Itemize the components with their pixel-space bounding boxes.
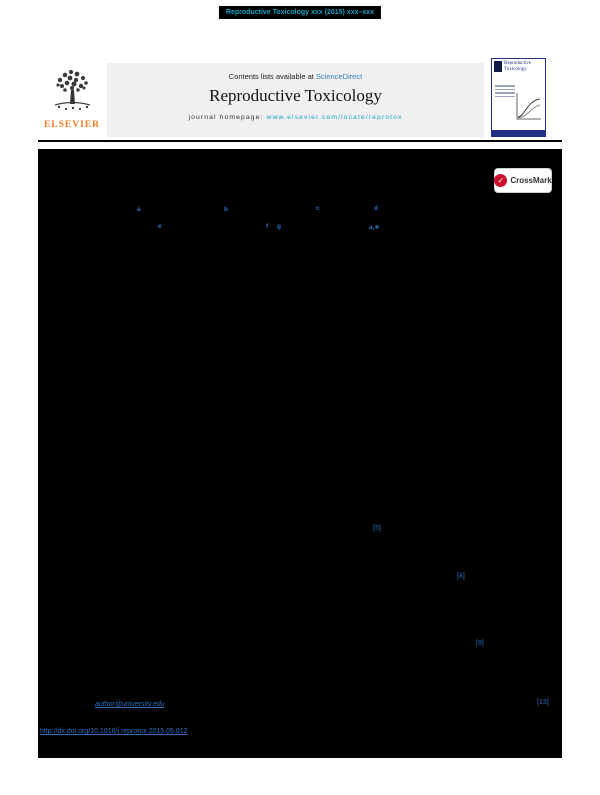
- journal-homepage-line: [107, 114, 484, 121]
- affiliation-superscript[interactable]: f: [266, 223, 269, 230]
- journal-title: Reproductive Toxicology: [209, 86, 382, 105]
- affiliation-superscript[interactable]: g: [277, 223, 281, 230]
- journal-header-box: [107, 63, 484, 137]
- affiliation-superscript[interactable]: b: [224, 206, 228, 213]
- affiliation-superscript[interactable]: d: [374, 205, 378, 212]
- article-text-block: [38, 149, 562, 758]
- contents-line: [107, 72, 484, 81]
- affiliation-superscript[interactable]: a,∗: [369, 224, 380, 231]
- elsevier-wordmark: ELSEVIER: [43, 120, 101, 130]
- affiliation-superscript[interactable]: a: [137, 206, 141, 213]
- header-rule: [38, 140, 562, 142]
- cover-bottom-band: [492, 130, 545, 136]
- contents-line-prefix: Contents lists available at: [228, 72, 316, 81]
- crossmark-label: CrossMark: [510, 176, 552, 185]
- affiliation-superscript[interactable]: e: [158, 223, 162, 230]
- cover-publisher-mark: [494, 61, 502, 72]
- cover-chart: [513, 91, 543, 128]
- journal-homepage-link[interactable]: www.elsevier.com/locate/reprotox: [266, 114, 403, 121]
- journal-cover-thumbnail: [491, 58, 546, 137]
- email-link[interactable]: author@university.edu: [95, 701, 165, 708]
- homepage-prefix: journal homepage:: [188, 114, 267, 121]
- doi-link[interactable]: http://dx.doi.org/10.1016/j.reprotox.2015.05.012: [40, 728, 188, 735]
- cover-title-line2: Toxicology: [504, 67, 527, 72]
- crossmark-badge[interactable]: [494, 168, 552, 193]
- citation-link[interactable]: [13]: [537, 699, 549, 706]
- crossmark-icon: ✓: [494, 174, 507, 187]
- cover-text-lines: [495, 85, 515, 99]
- elsevier-tree-icon: [46, 101, 98, 118]
- citation-link[interactable]: [5]: [373, 525, 381, 532]
- citation-link[interactable]: [9]: [476, 640, 484, 647]
- elsevier-logo: [40, 66, 104, 134]
- cover-title: [504, 61, 531, 73]
- sciencedirect-link[interactable]: ScienceDirect: [315, 72, 363, 81]
- affiliation-superscript[interactable]: c: [316, 205, 320, 212]
- running-head-citation: Reproductive Toxicology xxx (2015) xxx–xxx: [219, 6, 381, 19]
- cover-title-line1: Reproductive: [504, 61, 531, 66]
- citation-link[interactable]: [8]: [457, 573, 465, 580]
